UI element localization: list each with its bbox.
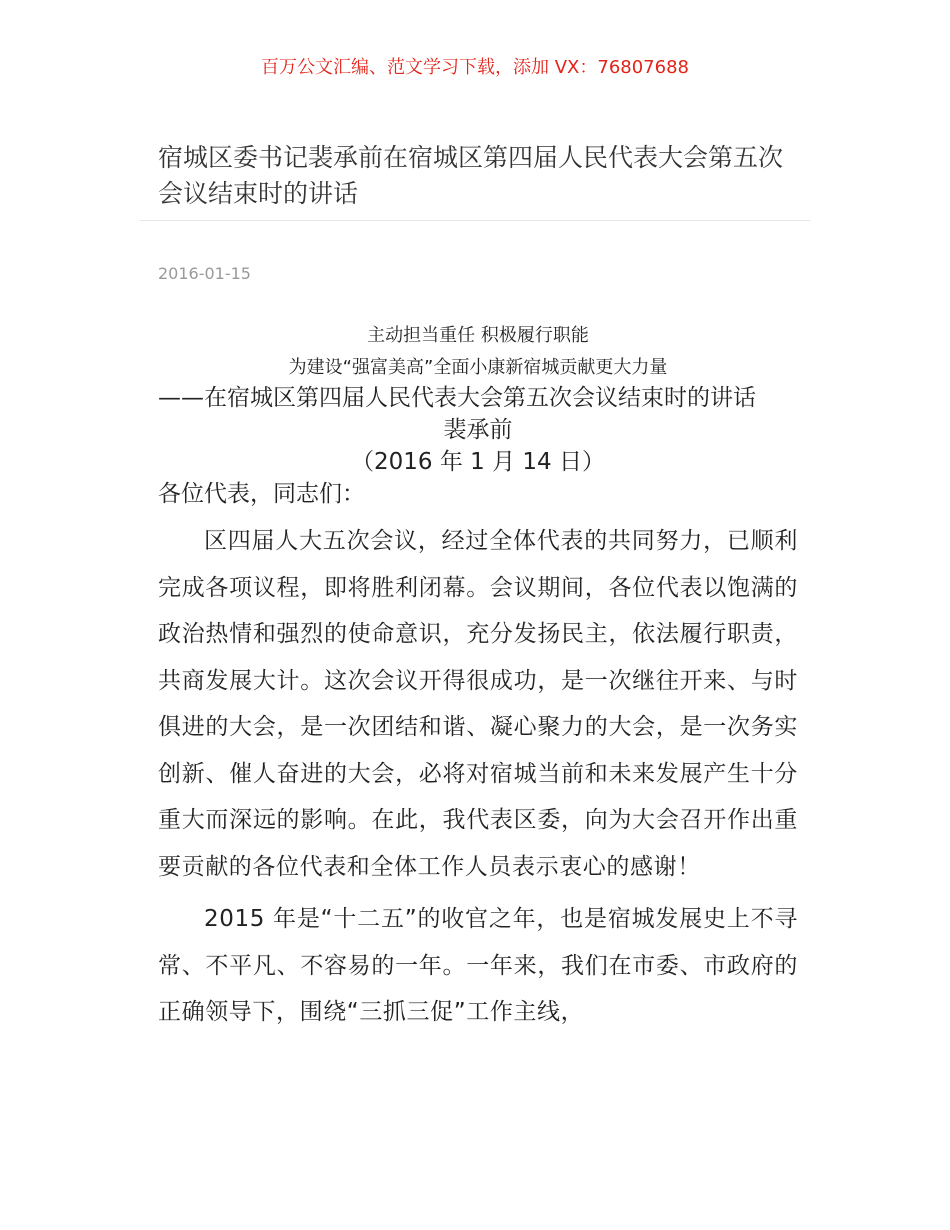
- promo-banner: 百万公文汇编、范文学习下载，添加 VX：76807688: [261, 57, 689, 78]
- speech-salutation: 各位代表，同志们：: [158, 481, 365, 507]
- publish-date: 2016-01-15: [158, 264, 251, 283]
- title-divider: [140, 220, 810, 221]
- body-paragraph: 2015 年是“十二五”的收官之年，也是宿城发展史上不寻常、不平凡、不容易的一年。一年来，我们在市委、市政府的正确领导下，围绕“三抓三促”工作主线，: [158, 906, 798, 1025]
- article-body: [158, 320, 798, 1036]
- speech-subtitle: ——在宿城区第四届人民代表大会第五次会议结束时的讲话: [158, 385, 756, 411]
- speech-headline: 主动担当重任 积极履行职能: [367, 325, 589, 346]
- body-paragraph: 区四届人大五次会议，经过全体代表的共同努力，已顺利完成各项议程，即将胜利闭幕。会议期间，各位代表以饱满的政治热情和强烈的使命意识，充分发扬民主，依法履行职责，共商发展大计。这次会议开得很成功，是一次继往开来、与时俱进的大会，是一次团结和谐、凝心聚力的大会，是一次务实创新、催人奋进的大会，必将对宿城当前和未来发展产生十分重大而深远的影响。在此，我代表区委，向为大会召开作出重要贡献的各位代表和全体工作人员表示衷心的感谢！: [158, 528, 798, 880]
- speech-date: （2016 年 1 月 14 日）: [351, 449, 605, 475]
- speech-author: 裴承前: [443, 417, 513, 443]
- article-title: 宿城区委书记裴承前在宿城区第四届人民代表大会第五次会议结束时的讲话: [158, 143, 784, 208]
- speech-headline-secondary: 为建设“强富美高”全面小康新宿城贡献更大力量: [288, 357, 668, 378]
